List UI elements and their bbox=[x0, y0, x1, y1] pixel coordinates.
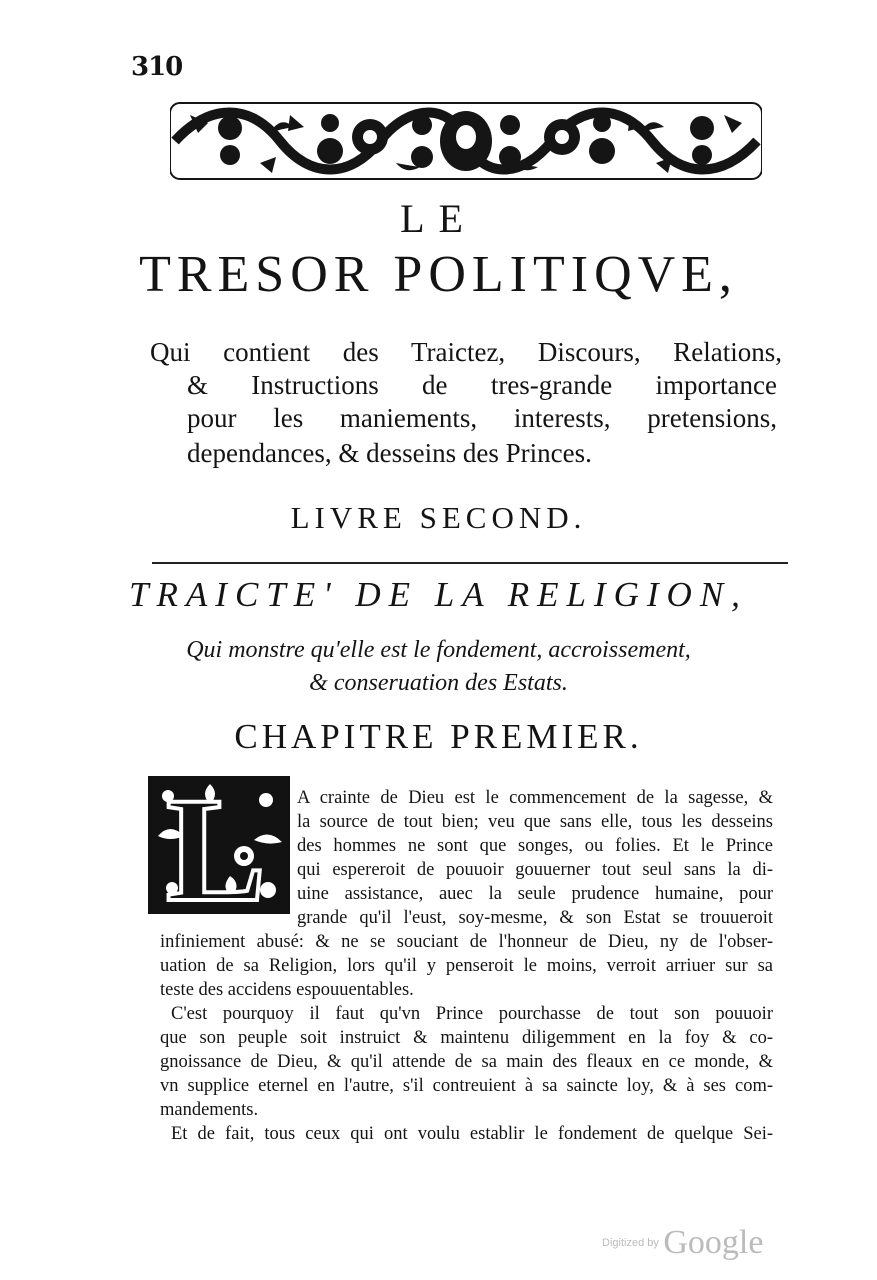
watermark-small-text: Digitized by bbox=[602, 1237, 659, 1249]
subtitle-line: dependances, & desseins des Princes. bbox=[187, 438, 592, 468]
section-divider bbox=[152, 562, 788, 564]
body-line: teste des accidens espouuentables. bbox=[160, 980, 414, 1000]
body-line: grande qu'il l'eust, soy-mesme, & son Estat se trouueroit bbox=[297, 908, 773, 928]
body-line: uation de sa Religion, lors qu'il y penseroit le moins, verroit arriuer sur sa bbox=[160, 956, 773, 976]
body-line: Et de fait, tous ceux qui ont voulu establir le fondement de quelque Sei- bbox=[171, 1124, 773, 1144]
body-line: mandements. bbox=[160, 1100, 259, 1120]
drop-cap bbox=[148, 776, 290, 918]
subtitle-line: pour les maniements, interests, pretensions, bbox=[187, 403, 777, 433]
body-line: qui espereroit de pouuoir gouuerner tout seul sans la di- bbox=[297, 860, 773, 880]
ornament-band bbox=[170, 103, 762, 179]
watermark-logo-text: Google bbox=[663, 1224, 764, 1261]
page-title: TRESOR POLITIQVE, bbox=[139, 246, 738, 303]
subtitle-line: Qui contient des Traictez, Discours, Relations, bbox=[150, 337, 782, 367]
treatise-title: TRAICTE' DE LA RELIGION, bbox=[129, 575, 748, 614]
body-line: A crainte de Dieu est le commencement de la sagesse, & bbox=[297, 788, 773, 808]
book-heading: LIVRE SECOND. bbox=[290, 500, 587, 535]
body-line: la source de tout bien; veu que sans elle, tous les desseins bbox=[297, 812, 773, 832]
body-line: infiniement abusé: & ne se souciant de l'honneur de Dieu, ny de l'obser- bbox=[160, 932, 773, 952]
title-article: LE bbox=[400, 196, 477, 241]
treatise-subtitle-line: & conseruation des Estats. bbox=[309, 670, 568, 696]
body-line: C'est pourquoy il faut qu'vn Prince pourchasse de tout son pouuoir bbox=[171, 1004, 773, 1024]
body-line: que son peuple soit instruict & maintenu diligemment en la foy & co- bbox=[160, 1028, 773, 1048]
body-line: des hommes ne sont que songes, ou folies. Et le Prince bbox=[297, 836, 773, 856]
subtitle-line: & Instructions de tres-grande importance bbox=[187, 370, 777, 400]
page-number: 310 bbox=[131, 52, 183, 82]
body-line: uine assistance, auec la seule prudence humaine, pour bbox=[297, 884, 773, 904]
body-line: gnoissance de Dieu, & qu'il attende de sa main des fleaux en ce monde, & bbox=[160, 1052, 773, 1072]
treatise-subtitle-line: Qui monstre qu'elle est le fondement, accroissement, bbox=[186, 637, 691, 663]
drop-cap-letter: L bbox=[166, 776, 267, 914]
body-line: vn supplice eternel en l'autre, s'il contreuient à sa saincte loy, & à ses com- bbox=[160, 1076, 773, 1096]
chapter-heading: CHAPITRE PREMIER. bbox=[234, 717, 643, 756]
headpiece-ornament bbox=[170, 93, 762, 193]
digitized-watermark bbox=[602, 1224, 763, 1262]
